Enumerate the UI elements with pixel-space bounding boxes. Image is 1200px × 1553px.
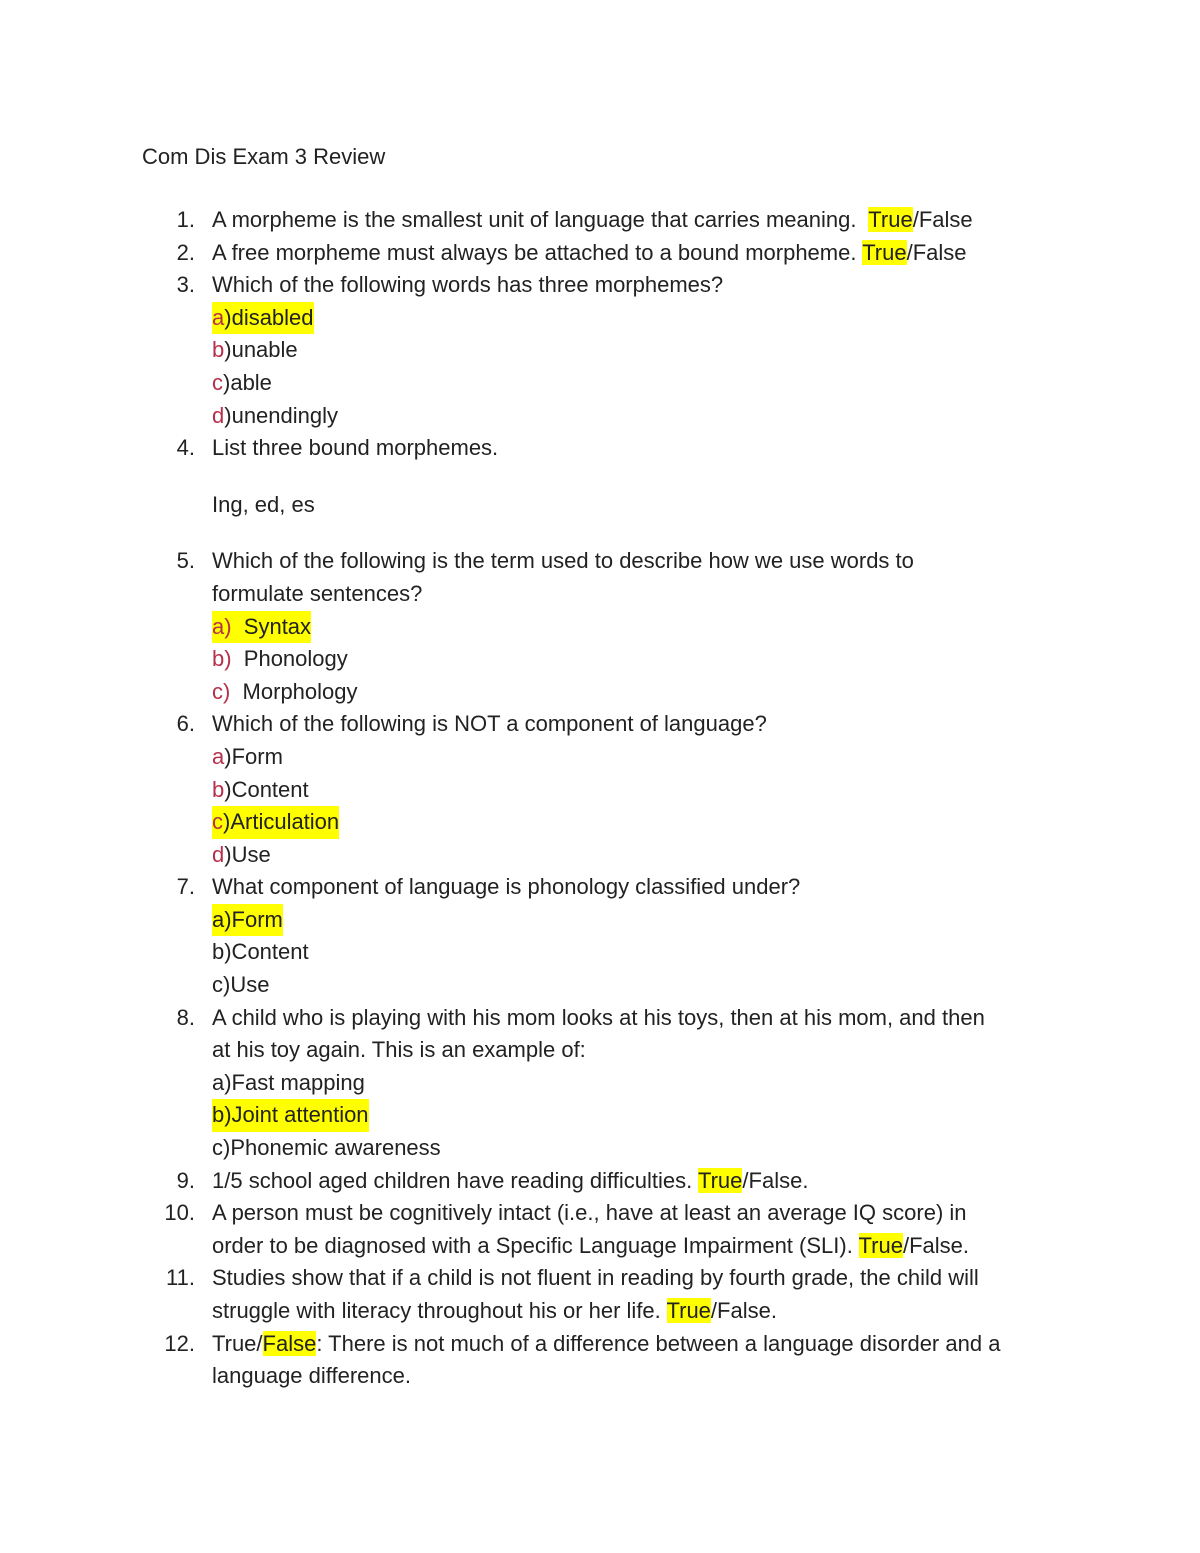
option-letter: d	[212, 841, 225, 867]
answer-true-highlighted: True	[868, 207, 913, 232]
option-c-correct	[0, 806, 1200, 839]
option-text: Morphology	[230, 678, 358, 704]
separator: /	[710, 1298, 718, 1323]
answer-false: False.	[717, 1298, 777, 1323]
option-text: Phonology	[231, 646, 348, 672]
option-text: unable	[231, 337, 298, 363]
option-letter: d	[212, 402, 225, 428]
option-text: Form	[231, 743, 283, 769]
option-b	[0, 936, 1200, 969]
option-b	[0, 774, 1200, 807]
option-text: c)Use	[212, 972, 270, 998]
option-a	[0, 1067, 1200, 1100]
question-number: 7.	[176, 874, 195, 900]
question-8	[0, 1002, 1200, 1035]
option-paren: )	[224, 304, 232, 330]
option-c	[0, 676, 1200, 709]
option-text: Use	[231, 841, 271, 867]
option-paren: )	[224, 402, 232, 428]
option-paren: )	[224, 841, 232, 867]
page-title: Com Dis Exam 3 Review	[142, 144, 386, 169]
option-letter: b)	[212, 646, 232, 672]
answer-false: False	[918, 207, 973, 232]
question-4	[0, 432, 1200, 465]
option-a	[0, 741, 1200, 774]
option-letter: a	[212, 304, 225, 330]
question-12-continued	[0, 1360, 1200, 1393]
option-b	[0, 334, 1200, 367]
option-d	[0, 400, 1200, 433]
question-text: A child who is playing with his mom looks at his toys, then at his mom, and then	[212, 1004, 985, 1030]
option-c	[0, 1132, 1200, 1165]
separator: /	[906, 239, 913, 265]
option-paren: )	[224, 776, 232, 802]
option-c	[0, 969, 1200, 1002]
question-10-continued	[0, 1230, 1200, 1263]
option-text: b)Content	[212, 939, 309, 965]
question-text: Studies show that if a child is not fluent in reading by fourth grade, the child will	[212, 1265, 979, 1291]
separator: /	[902, 1232, 910, 1258]
answer-true: True	[212, 1330, 257, 1356]
question-number: 9.	[176, 1167, 195, 1193]
question-text: A morpheme is the smallest unit of language that carries meaning.	[212, 207, 869, 232]
option-a-correct	[0, 904, 1200, 937]
separator: /	[256, 1330, 263, 1356]
option-letter: b	[212, 337, 225, 363]
question-10	[0, 1197, 1200, 1230]
separator: /	[912, 207, 919, 232]
option-letter: c	[212, 369, 223, 395]
question-number: 5.	[176, 548, 195, 574]
option-letter: c)	[212, 678, 231, 704]
option-text: able	[230, 369, 272, 395]
question-11	[0, 1262, 1200, 1295]
answer-line	[0, 489, 1200, 522]
question-number: 10.	[164, 1200, 195, 1226]
question-number: 3.	[176, 272, 195, 298]
question-3	[0, 269, 1200, 302]
question-text: formulate sentences?	[212, 580, 423, 606]
question-7	[0, 871, 1200, 904]
option-b-correct	[0, 1099, 1200, 1132]
question-text: : There is not much of a difference between a language disorder and a	[316, 1330, 1001, 1356]
option-text: unendingly	[231, 402, 339, 428]
option-text: Content	[231, 776, 309, 802]
answer-true-highlighted: True	[697, 1167, 743, 1193]
question-text: language difference.	[212, 1363, 411, 1389]
question-8-continued	[0, 1034, 1200, 1067]
question-5	[0, 545, 1200, 578]
question-text: Which of the following is the term used to describe how we use words to	[212, 548, 914, 574]
option-a-correct	[0, 611, 1200, 644]
question-number: 8.	[176, 1004, 195, 1030]
question-text: Which of the following is NOT a component of language?	[212, 711, 767, 737]
option-letter: b	[212, 776, 225, 802]
option-d	[0, 839, 1200, 872]
option-letter: c	[212, 809, 223, 835]
option-letter: a)	[212, 613, 232, 639]
option-text: a)Form	[212, 904, 283, 937]
question-text: at his toy again. This is an example of:	[212, 1037, 586, 1063]
question-number: 12.	[164, 1330, 195, 1356]
question-number: 4.	[176, 435, 195, 461]
answer-false-highlighted: False	[262, 1330, 317, 1356]
question-number: 1.	[176, 207, 195, 232]
question-1	[0, 204, 1200, 237]
option-text: a)Fast mapping	[212, 1069, 365, 1095]
question-12	[0, 1328, 1200, 1361]
question-text: What component of language is phonology classified under?	[212, 874, 801, 900]
question-text: Which of the following words has three morphemes?	[212, 272, 724, 298]
question-text: A person must be cognitively intact (i.e., have at least an average IQ score) in	[212, 1200, 967, 1226]
question-2	[0, 237, 1200, 270]
question-text: 1/5 school aged children have reading difficulties.	[212, 1167, 698, 1193]
separator: /	[742, 1167, 749, 1193]
question-text: order to be diagnosed with a Specific Language Impairment (SLI).	[212, 1232, 859, 1258]
answer-false: False.	[909, 1232, 969, 1258]
option-text: b)Joint attention	[212, 1099, 369, 1132]
option-paren: )	[223, 809, 231, 835]
question-text: struggle with literacy throughout his or her life.	[212, 1298, 667, 1323]
answer-true-highlighted: True	[858, 1232, 903, 1258]
option-a-correct	[0, 302, 1200, 335]
answer-true-highlighted: True	[862, 239, 907, 265]
question-9	[0, 1165, 1200, 1198]
answer-false: False	[912, 239, 967, 265]
option-text: Syntax	[231, 613, 312, 639]
question-11-continued	[0, 1295, 1200, 1328]
question-text: List three bound morphemes.	[212, 435, 499, 461]
option-paren: )	[224, 743, 232, 769]
option-letter: a	[212, 743, 225, 769]
option-b	[0, 643, 1200, 676]
question-number: 6.	[176, 711, 195, 737]
question-list	[0, 204, 1200, 1393]
option-text: c)Phonemic awareness	[212, 1135, 441, 1161]
option-paren: )	[223, 369, 231, 395]
option-text: disabled	[231, 304, 314, 330]
answer-text: Ing, ed, es	[212, 491, 315, 517]
question-5-continued	[0, 578, 1200, 611]
question-6	[0, 708, 1200, 741]
option-text: Articulation	[230, 809, 340, 835]
option-paren: )	[224, 337, 232, 363]
question-text: A free morpheme must always be attached to a bound morpheme.	[212, 239, 863, 265]
option-c	[0, 367, 1200, 400]
question-number: 2.	[176, 239, 195, 265]
answer-false: False.	[748, 1167, 809, 1193]
question-number: 11.	[166, 1265, 195, 1291]
answer-true-highlighted: True	[666, 1298, 711, 1323]
